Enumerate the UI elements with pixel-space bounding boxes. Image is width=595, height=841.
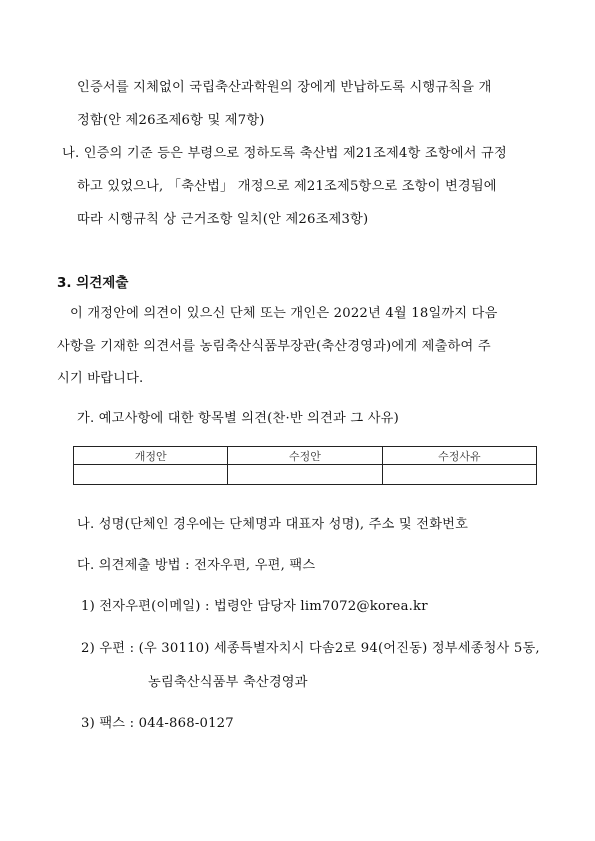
table-cell [74,465,228,485]
item-na-line: 나. 인증의 기준 등은 부령으로 정하도록 축산법 제21조제4항 조항에서 규정 [62,146,507,161]
item-na-line: 따라 시행규칙 상 근거조항 일치(안 제26조제3항) [77,212,369,227]
section3-paragraph-line: 사항을 기재한 의견서를 농림축산식품부장관(축산경영과)에게 제출하여 주 [57,339,491,354]
section2-text-line: 정함(안 제26조제6항 및 제7항) [77,113,265,128]
item-na-submitter-info: 나. 성명(단체인 경우에는 단체명과 대표자 성명), 주소 및 전화번호 [77,517,469,532]
section3-heading: 3. 의견제출 [57,275,129,291]
table-header-cell: 수정사유 [382,447,536,465]
item-da-submission-method: 다. 의견제출 방법 : 전자우편, 우편, 팩스 [77,558,316,573]
section3-paragraph-line: 이 개정안에 의견이 있으신 단체 또는 개인은 2022년 4월 18일까지 다음 [70,306,498,321]
method-post: 2) 우편 : (우 30110) 세종특별자치시 다솜2로 94(어진동) 정부세종청사 5동, [81,641,540,656]
item-ga: 가. 예고사항에 대한 항목별 의견(찬·반 의견과 그 사유) [77,411,399,426]
table-cell [228,465,382,485]
item-na-line: 하고 있었으나, 「축산법」 개정으로 제21조제5항으로 조항이 변경됨에 [77,179,497,194]
section3-paragraph-line: 시기 바랍니다. [57,371,144,386]
section2-text-line: 인증서를 지체없이 국립축산과학원의 장에게 반납하도록 시행규칙을 개 [77,80,492,95]
table-header-cell: 수정안 [228,447,382,465]
table-header-cell: 개정안 [74,447,228,465]
table-cell [382,465,536,485]
table-row [74,465,537,485]
table-header-row [74,447,537,465]
method-fax: 3) 팩스 : 044-868-0127 [81,716,234,731]
opinion-form-table [73,446,537,485]
method-email: 1) 전자우편(이메일) : 법령안 담당자 lim7072@korea.kr [81,599,428,614]
method-post-recipient: 농림축산식품부 축산경영과 [148,675,308,690]
